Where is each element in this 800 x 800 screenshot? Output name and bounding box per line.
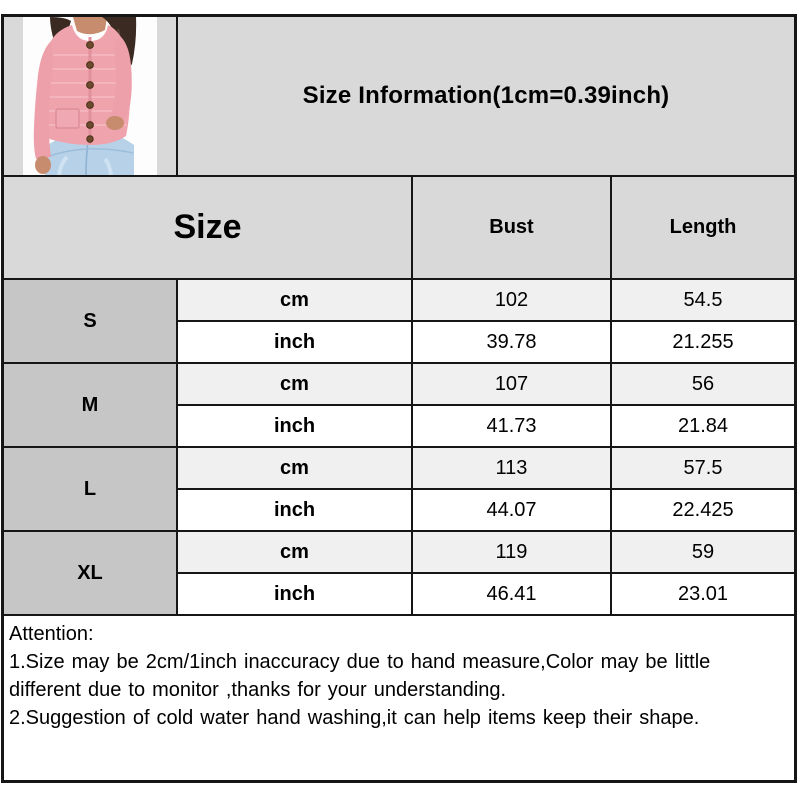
product-photo-illustration — [23, 17, 157, 175]
header-length: Length — [669, 216, 737, 238]
unit-label: cm — [178, 280, 413, 322]
value-xl-cm-length: 59 — [612, 532, 794, 574]
value-s-inch-length: 21.255 — [612, 322, 794, 364]
value-l-inch-length: 22.425 — [612, 490, 794, 532]
value-m-cm-bust: 107 — [413, 364, 612, 406]
value-s-cm-bust: 102 — [413, 280, 612, 322]
unit-label: inch — [178, 574, 413, 616]
value-m-inch-bust: 41.73 — [413, 406, 612, 448]
value-xl-cm-bust: 119 — [413, 532, 612, 574]
unit-label: cm — [178, 532, 413, 574]
value-m-cm-length: 56 — [612, 364, 794, 406]
attention-note-2: 2.Suggestion of cold water hand washing,it can help items keep their shape. — [9, 707, 700, 729]
size-chart-sheet — [1, 14, 797, 783]
unit-label: cm — [178, 448, 413, 490]
size-label-xl: XL — [4, 532, 178, 616]
unit-label: cm — [178, 364, 413, 406]
size-label-s: S — [4, 280, 178, 364]
attention-section — [4, 616, 794, 780]
product-photo — [23, 17, 157, 175]
value-s-cm-length: 54.5 — [612, 280, 794, 322]
header-size: Size — [4, 177, 413, 278]
size-label-m: M — [4, 364, 178, 448]
value-m-inch-length: 21.84 — [612, 406, 794, 448]
unit-label: inch — [178, 406, 413, 448]
attention-note-1: 1.Size may be 2cm/1inch inaccuracy due to hand measure,Color may be little different due to monitor ,thanks for your understanding. — [9, 651, 711, 701]
size-label-l: L — [4, 448, 178, 532]
value-l-cm-length: 57.5 — [612, 448, 794, 490]
page-title: Size Information(1cm=0.39inch) — [302, 82, 670, 109]
value-s-inch-bust: 39.78 — [413, 322, 612, 364]
value-xl-inch-bust: 46.41 — [413, 574, 612, 616]
top-section — [4, 17, 794, 177]
value-xl-inch-length: 23.01 — [612, 574, 794, 616]
header-bust: Bust — [413, 177, 612, 278]
value-l-cm-bust: 113 — [413, 448, 612, 490]
value-l-inch-bust: 44.07 — [413, 490, 612, 532]
attention-heading: Attention: — [9, 623, 94, 645]
size-table-body — [4, 280, 794, 616]
product-image-cell — [4, 17, 178, 175]
unit-label: inch — [178, 490, 413, 532]
title-cell — [178, 17, 794, 175]
table-header-row — [4, 177, 794, 280]
unit-label: inch — [178, 322, 413, 364]
